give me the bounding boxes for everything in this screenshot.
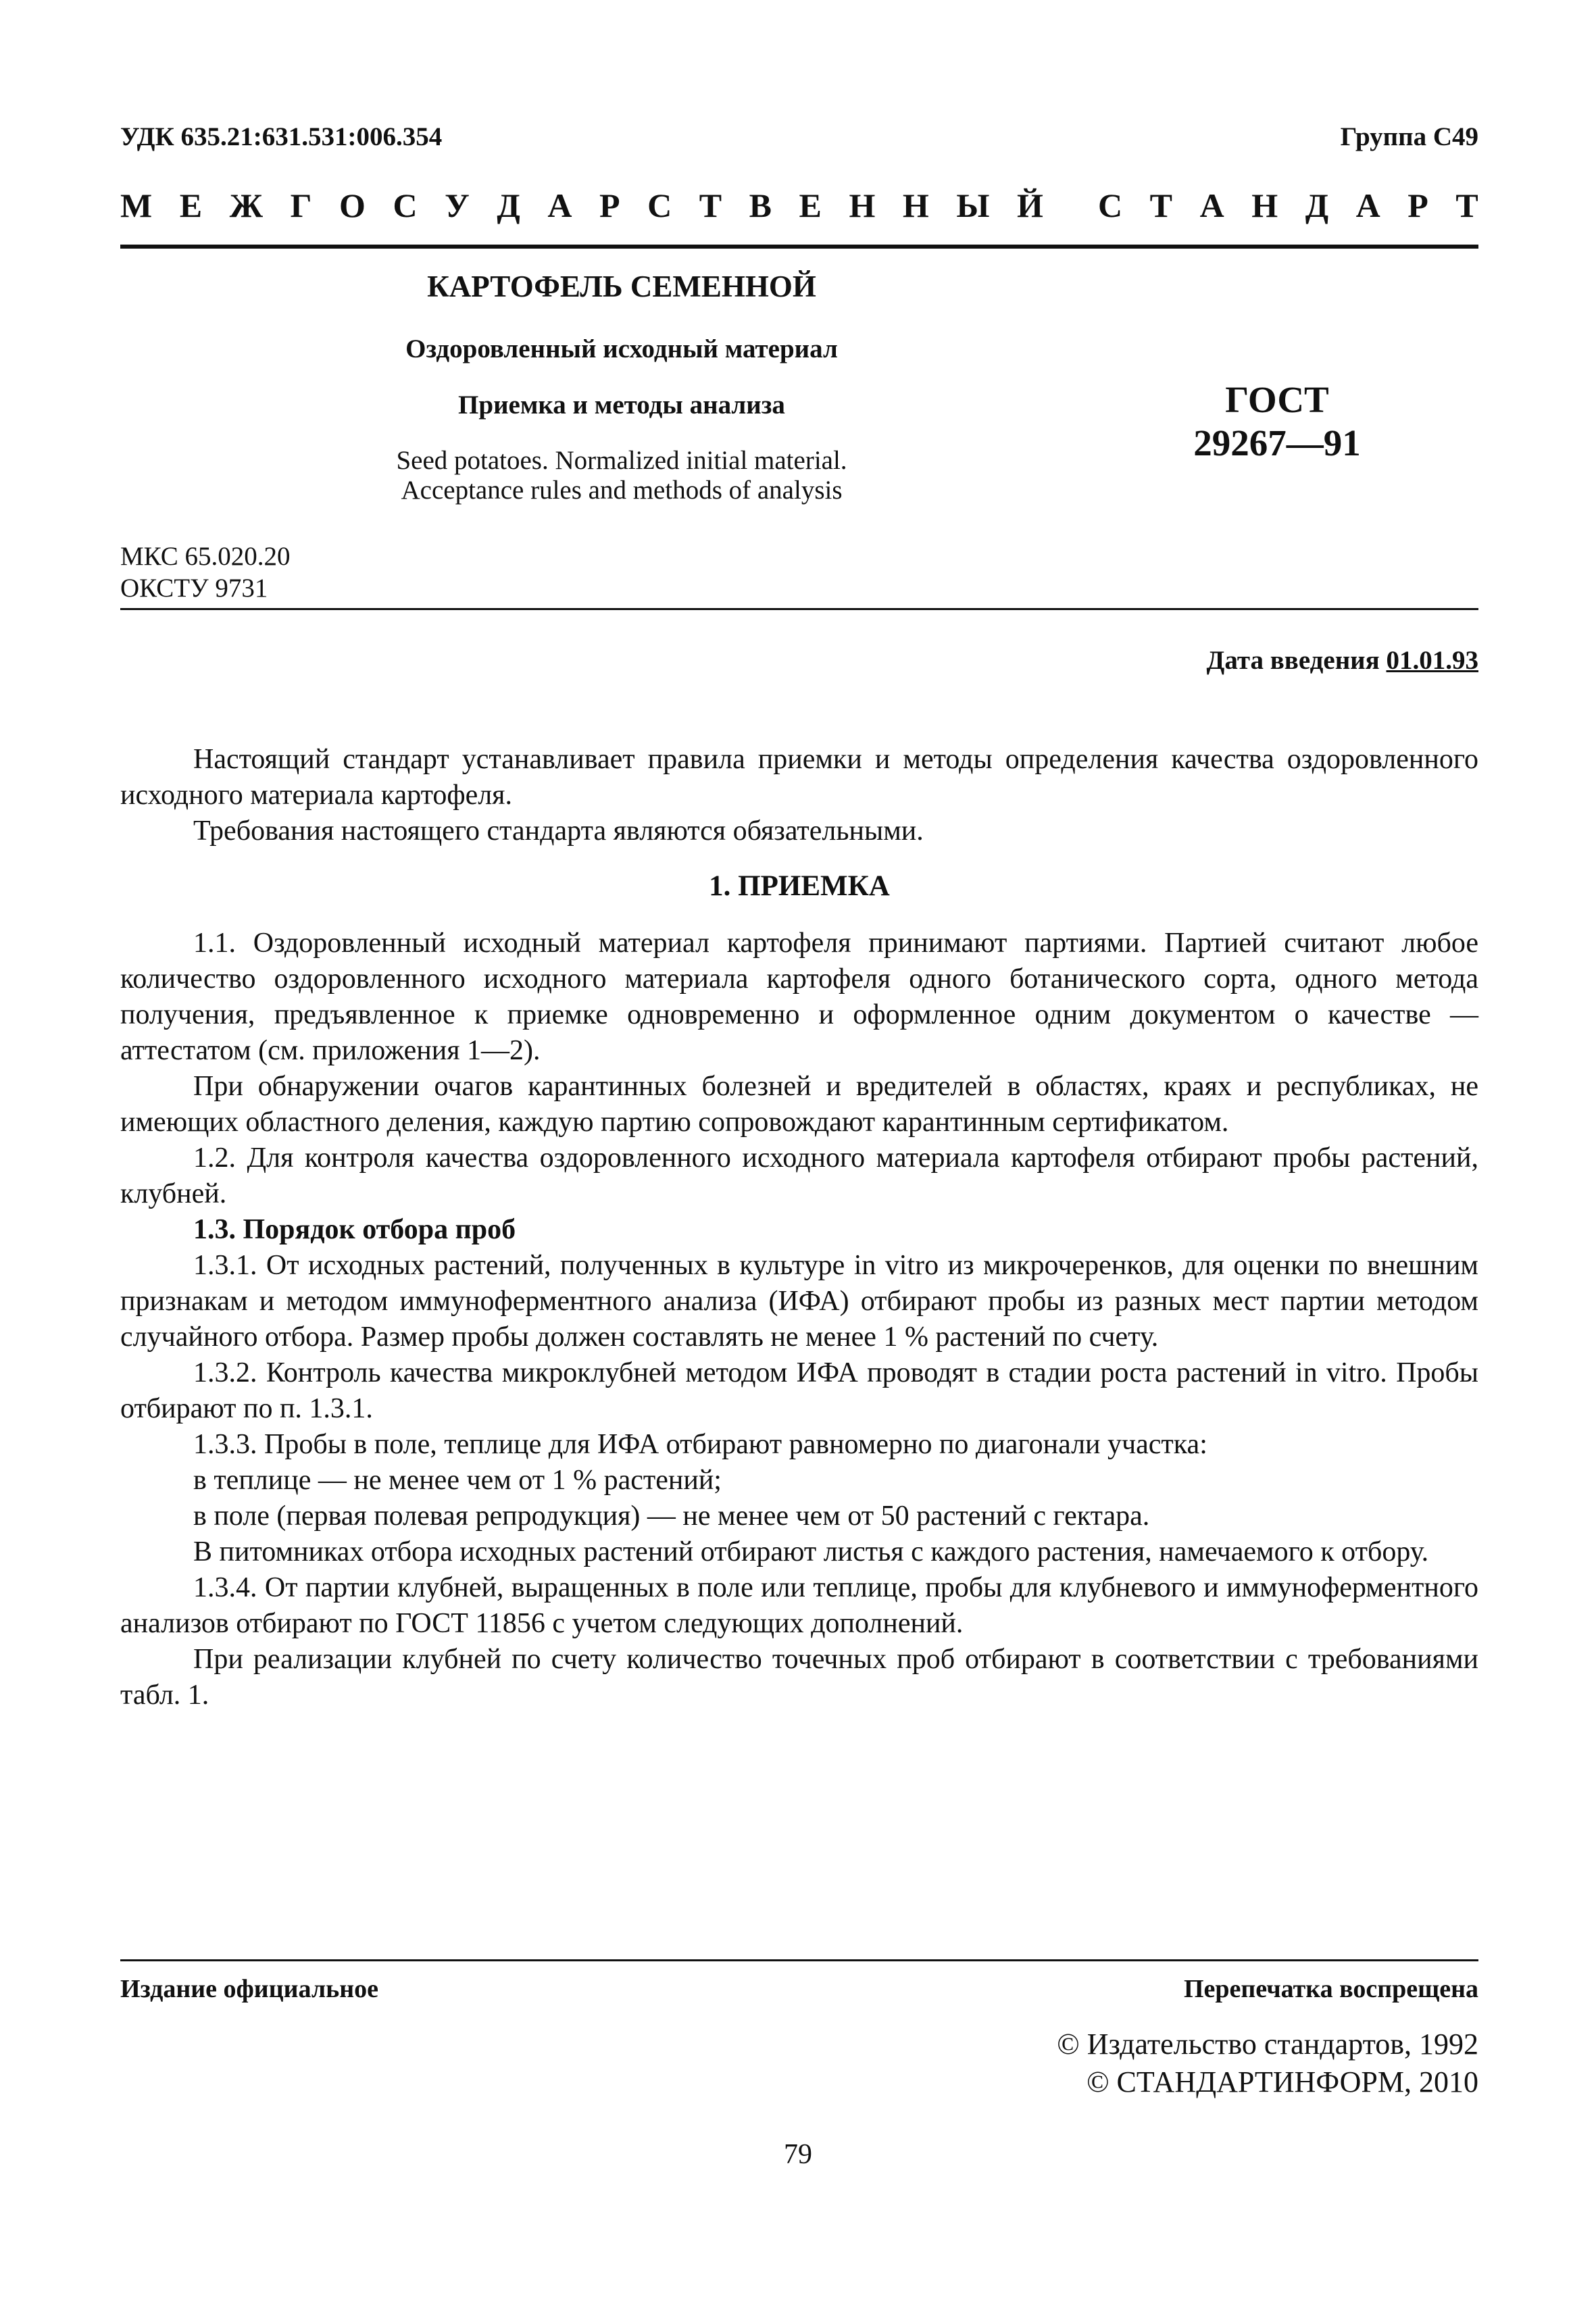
standard-type-heading — [120, 186, 1478, 225]
standard-type-letter: А — [547, 186, 572, 224]
official-edition-note: Издание официальное — [120, 1975, 379, 2003]
standard-type-letter: Ы — [956, 186, 990, 224]
gost-designation — [1149, 378, 1405, 465]
standard-type-letter: У — [445, 186, 470, 224]
mid-rule — [120, 608, 1478, 610]
intro-date-label: Дата введения — [1206, 646, 1380, 675]
standard-type-letter: М — [120, 186, 153, 224]
standard-type-letter: Н — [1251, 186, 1278, 224]
standard-type-letter: А — [1355, 186, 1380, 224]
reprint-prohibited-note: Перепечатка воспрещена — [1183, 1975, 1478, 2003]
paragraph-1-3-3-field: в поле (первая полевая репродукция) — не менее чем от 50 растений с гектара. — [193, 1501, 1150, 1532]
standard-type-letter: Н — [902, 186, 929, 224]
standard-type-letter: В — [749, 186, 772, 224]
copyright-line-2: © СТАНДАРТИНФОРМ, 2010 — [1087, 2065, 1478, 2098]
paragraph-1-3-4-count: При реализации клубней по счету количество точечных проб отбирают в соответствии с требованиями табл. 1. — [120, 1644, 1478, 1711]
standard-type-letter: С — [393, 186, 418, 224]
standard-type-letter: Д — [1305, 186, 1329, 224]
standard-type-letter: О — [339, 186, 366, 224]
footer-rule — [120, 1959, 1478, 1961]
group-code: Группа С49 — [1340, 122, 1478, 151]
mks-code: МКС 65.020.20 — [120, 542, 291, 571]
standard-type-letter: Д — [497, 186, 520, 224]
gost-label: ГОСТ — [1225, 379, 1329, 420]
okstu-code: ОКСТУ 9731 — [120, 574, 268, 603]
paragraph-1-3-2: 1.3.2. Контроль качества микроклубней методом ИФА проводят в стадии роста растений in vitro. Пробы отбирают по п. 1.3.1. — [120, 1357, 1478, 1424]
copyright-line-1: © Издательство стандартов, 1992 — [1057, 2028, 1478, 2061]
paragraph-1-2: 1.2. Для контроля качества оздоровленного исходного материала картофеля отбирают пробы растений, клубней. — [120, 1142, 1478, 1209]
paragraph-1-3-3-greenhouse: в теплице — не менее чем от 1 % растений; — [193, 1465, 722, 1496]
udk-code: УДК 635.21:631.531:006.354 — [120, 122, 443, 151]
standard-type-letter: Г — [290, 186, 312, 224]
standard-type-letter: Н — [849, 186, 876, 224]
paragraph-1-3-1: 1.3.1. От исходных растений, полученных в культуре in vitro из микрочеренков, для оценки по внешним признакам и методом иммуноферментного анализа (ИФА) отбирают пробы из разных мест партии методом случайного отбора. Размер пробы должен составлять не менее 1 % растений по счету. — [120, 1250, 1478, 1353]
standard-type-letter: Ж — [229, 186, 264, 224]
intro-paragraph-1: Настоящий стандарт устанавливает правила приемки и методы определения качества оздоровленного исходного материала картофеля. — [120, 744, 1478, 811]
body-text — [120, 742, 1478, 1713]
copyright-block — [1057, 2026, 1478, 2101]
standard-type-letter: Р — [599, 186, 620, 224]
intro-date-value: 01.01.93 — [1386, 646, 1478, 675]
intro-paragraph-2: Требования настоящего стандарта являются обязательными. — [193, 815, 924, 847]
classification-codes — [120, 540, 290, 604]
standard-type-letter: Й — [1017, 186, 1043, 224]
english-title-line-1: Seed potatoes. Normalized initial material. — [396, 446, 847, 475]
standard-type-letter: Е — [179, 186, 203, 224]
standard-type-letter: Т — [699, 186, 722, 224]
paragraph-1-3-3: 1.3.3. Пробы в поле, теплице для ИФА отбирают равномерно по диагонали участка: — [193, 1429, 1207, 1460]
standard-type-letter: Р — [1407, 186, 1428, 224]
paragraph-1-3-heading: 1.3. Порядок отбора проб — [193, 1214, 516, 1245]
header-row — [120, 122, 1478, 152]
english-title-line-2: Acceptance rules and methods of analysis — [401, 476, 843, 505]
document-subtitle-1: Оздоровленный исходный материал — [405, 334, 838, 363]
document-subtitle-2: Приемка и методы анализа — [458, 391, 785, 420]
standard-type-letter: Т — [1455, 186, 1478, 224]
standard-type-letter: Е — [799, 186, 822, 224]
gost-number: 29267—91 — [1193, 422, 1361, 463]
top-thick-rule — [120, 245, 1478, 249]
intro-date — [1207, 645, 1478, 676]
page-number: 79 — [784, 2139, 812, 2170]
english-title — [351, 446, 892, 505]
standard-type-letter: Т — [1149, 186, 1173, 224]
paragraph-1-3-4: 1.3.4. От партии клубней, выращенных в поле или теплице, пробы для клубневого и иммуноферментного анализов отбирают по ГОСТ 11856 с учетом следующих дополнений. — [120, 1572, 1478, 1639]
standard-type-letter: С — [1098, 186, 1123, 224]
title-block — [351, 269, 892, 505]
paragraph-1-3-3-nursery: В питомниках отбора исходных растений отбирают листья с каждого растения, намечаемого к отбору. — [193, 1536, 1429, 1567]
document-title: КАРТОФЕЛЬ СЕМЕННОЙ — [427, 270, 816, 303]
standard-type-letter: А — [1199, 186, 1224, 224]
standard-type-letter: С — [647, 186, 672, 224]
paragraph-1-1: 1.1. Оздоровленный исходный материал картофеля принимают партиями. Партией считают любое количество оздоровленного исходного материала картофеля одного ботанического сорта, одного метода получения, предъявленное к приемке одновременно и оформленное одним документом о качестве — аттестатом (см. приложения 1—2). — [120, 928, 1478, 1066]
paragraph-1-1-quarantine: При обнаружении очагов карантинных болезней и вредителей в областях, краях и республиках, не имеющих областного деления, каждую партию сопровождают карантинным сертификатом. — [120, 1071, 1478, 1138]
section-1-heading: 1. ПРИЕМКА — [709, 870, 890, 902]
